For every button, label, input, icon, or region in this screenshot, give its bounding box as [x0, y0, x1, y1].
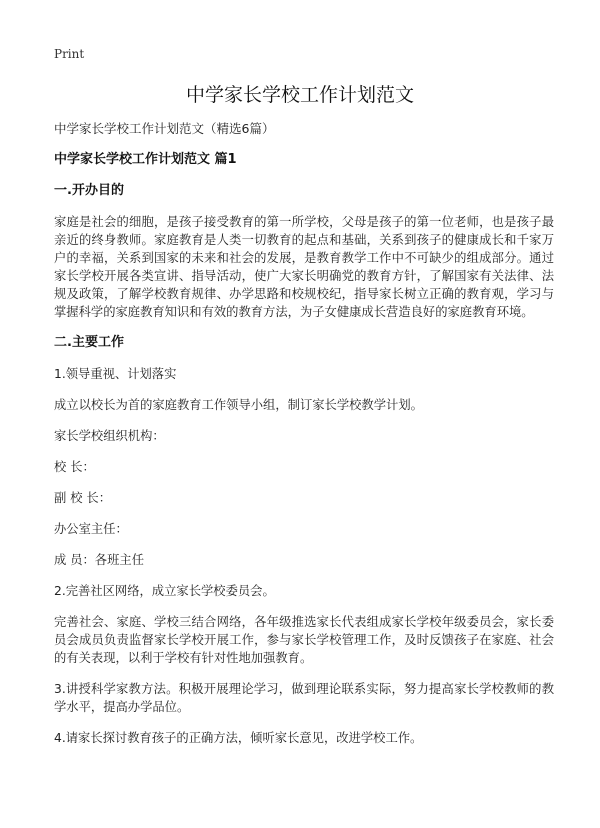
page-title: 中学家长学校工作计划范文 — [185, 84, 414, 106]
org-label: 家长学校组织机构： — [54, 429, 165, 443]
vice-principal-line: 副 校 长： — [54, 491, 112, 505]
item1-text: 成立以校长为首的家庭教育工作领导小组，制订家长学校教学计划。 — [54, 398, 423, 412]
section1-paragraph: 家庭是社会的细胞，是孩子接受教育的第一所学校，父母是孩子的第一位老师，也是孩子最亲近的终身教师。家庭教育是人类一切教育的起点和基础，关系到孩子的健康成长和千家万户的幸福，关系到国家的未来和社会的发展，是教育教学工作中不可缺少的组成部分。通过家长学校开展各类宣讲、指导活动，使广大家长明确党的教育方针，了解国家有关法律、法规及政策，了解学校教育规律、办学思路和校规校纪，指导家长树立正确的教育观，学习与掌握科学的家庭教育知识和有效的教育方法，为子女健康成长营造良好的家庭教育环境。 — [54, 215, 554, 319]
item1-title: 1.领导重视、计划落实 — [54, 367, 177, 381]
section1-heading: 一.开办目的 — [54, 183, 124, 198]
item2-text: 完善社会、家庭、学校三结合网络，各年级推选家长代表组成家长学校年级委员会，家长委员会成员负责监督家长学校开展工作，参与家长学校管理工作，及时反馈孩子在家庭、社会的有关表现，以利于学校有针对性地加强教育。 — [54, 615, 554, 665]
chapter-heading: 中学家长学校工作计划范文 篇1 — [54, 152, 237, 167]
office-director-line: 办公室主任： — [54, 522, 128, 536]
item4-text: 4.请家长探讨教育孩子的正确方法，倾听家长意见，改进学校工作。 — [54, 731, 423, 745]
members-line: 成 员：各班主任 — [54, 553, 144, 567]
item3-text: 3.讲授科学家教方法。积极开展理论学习，做到理论联系实际，努力提高家长学校教师的教学水平，提高办学品位。 — [54, 682, 554, 714]
section2-heading: 二.主要工作 — [54, 335, 124, 350]
print-label: Print — [54, 47, 85, 61]
document-body — [54, 120, 554, 760]
item2-title: 2.完善社区网络，成立家长学校委员会。 — [54, 584, 275, 598]
principal-line: 校 长： — [54, 460, 95, 474]
document-subtitle: 中学家长学校工作计划范文（精选6篇） — [54, 121, 275, 136]
